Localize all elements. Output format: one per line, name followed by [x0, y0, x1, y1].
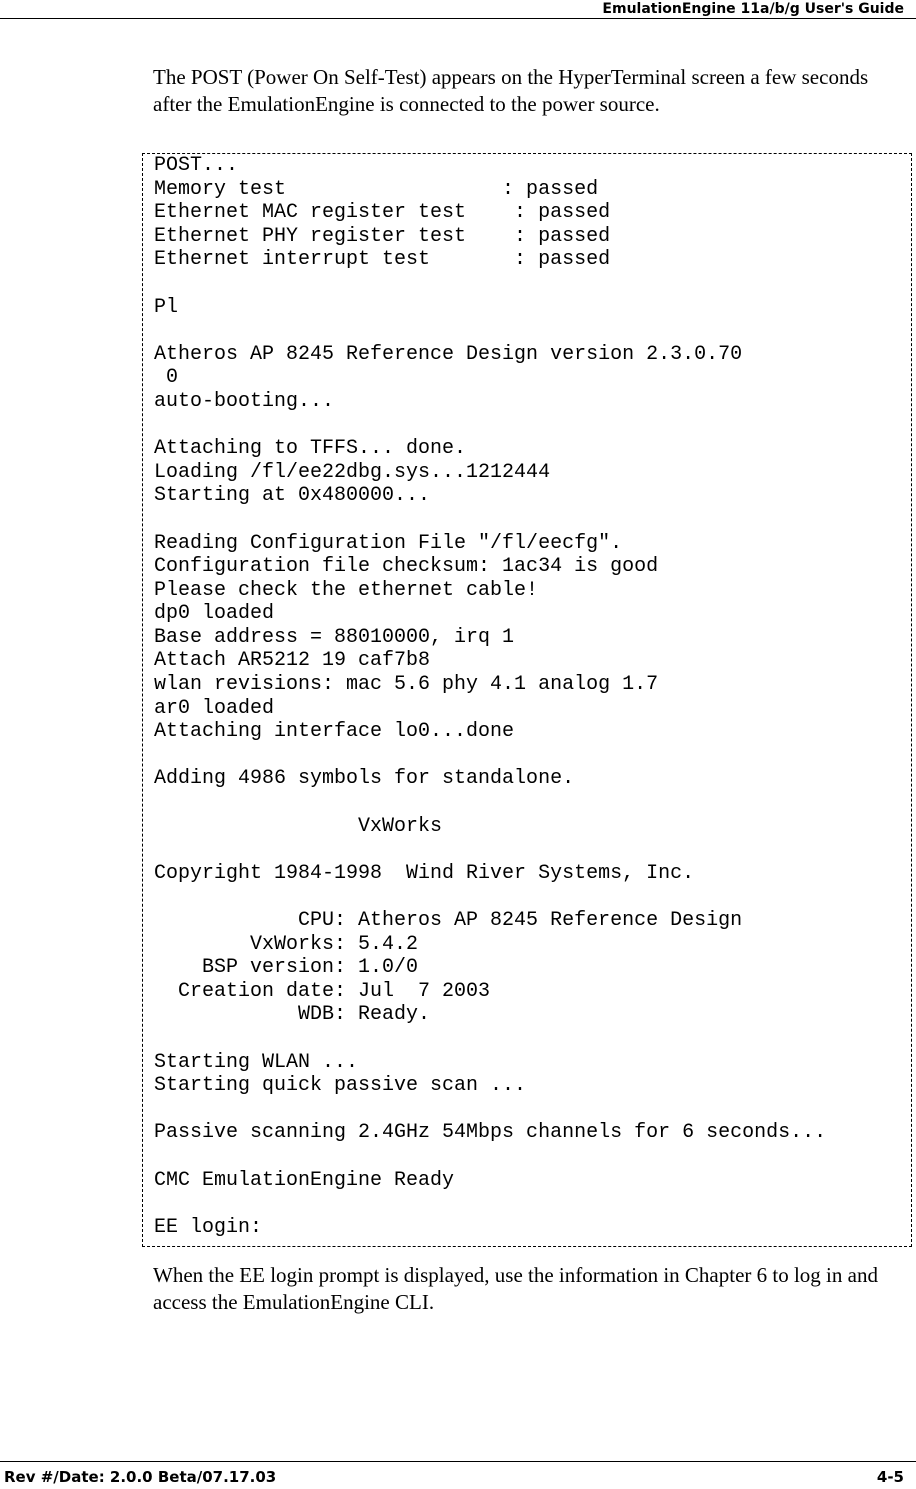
footer-divider: [0, 1461, 916, 1462]
intro-paragraph: The POST (Power On Self-Test) appears on the HyperTerminal screen a few seconds after the EmulationEngine is connected to the power source.: [153, 65, 869, 116]
console-output-box: [142, 153, 912, 1247]
header-title: EmulationEngine 11a/b/g User's Guide: [602, 1, 904, 17]
page-number: 4-5: [876, 1468, 904, 1486]
outro-paragraph: When the EE login prompt is displayed, use the information in Chapter 6 to log in and access the EmulationEngine CLI.: [153, 1263, 878, 1314]
console-output-text: POST... Memory test : passed Ethernet MAC register test : passed Ethernet PHY register test : passed Ethernet interrupt test : passed Pl Atheros AP 8245 Reference Design version 2.3.0.70 0 auto-booting... Attaching to TFFS... done. Loading /fl/ee22dbg.sys...1212444 Starting at 0x480000... Reading Configuration File "/fl/eecfg". Configuration file checksum: 1ac34 is good Please check the ethernet cable! dp0 loaded Base address = 88010000, irq 1 Attach AR5212 19 caf7b8 wlan revisions: mac 5.6 phy 4.1 analog 1.7 ar0 loaded Attaching interface lo0...done Adding 4986 symbols for standalone. VxWorks Copyright 1984-1998 Wind River Systems, Inc. CPU: Atheros AP 8245 Reference Design VxWorks: 5.4.2 BSP version: 1.0/0 Creation date: Jul 7 2003 WDB: Ready. Starting WLAN ... Starting quick passive scan ... Passive scanning 2.4GHz 54Mbps channels for 6 seconds... CMC EmulationEngine Ready EE login:: [154, 154, 827, 1239]
footer-revision: Rev #/Date: 2.0.0 Beta/07.17.03: [4, 1468, 277, 1486]
header-divider: [0, 18, 916, 19]
